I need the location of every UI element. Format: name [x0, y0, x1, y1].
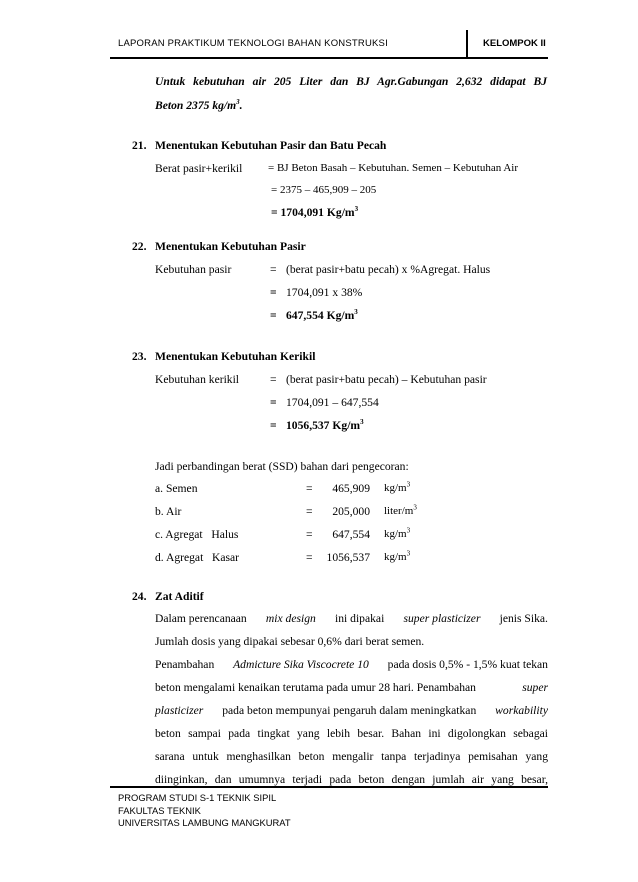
header-divider-vertical: [466, 30, 468, 58]
paragraph-2-line-6: diinginkan, dan umumnya terjadi pada beton dengan jumlah air yang besar,: [155, 773, 548, 786]
p2-plasticizer: plasticizer: [155, 704, 204, 717]
section-22-label: Kebutuhan pasir: [155, 263, 232, 276]
footer-rule: [110, 786, 548, 788]
section-22-result-sup: 3: [354, 308, 358, 317]
paragraph-1-line-2: Jumlah dosis yang dipakai sebesar 0,6% dari berat semen.: [155, 635, 425, 648]
p1-text-c: ini dipakai: [335, 612, 385, 625]
ratio-row-unit: [384, 482, 410, 494]
p2-text-a: Penambahan: [155, 658, 215, 671]
section-23-result: 1056,537 Kg/m: [286, 419, 361, 432]
section-22-eq-1: (berat pasir+batu pecah) x %Agregat. Halus: [286, 263, 491, 276]
section-22-result: 647,554 Kg/m: [286, 309, 355, 322]
ratio-row-eq: =: [306, 482, 313, 495]
section-22-eq-2: 1704,091 x 38%: [286, 286, 363, 299]
ratio-unit-text: kg/m: [384, 528, 407, 540]
section-21-eq-3: [271, 206, 358, 219]
footer-faculty: FAKULTAS TEKNIK: [118, 804, 201, 816]
ratio-row-eq: =: [306, 528, 313, 541]
intro-sup: 3: [236, 98, 240, 107]
ratio-row-unit: [384, 551, 410, 563]
section-22-number: 22.: [132, 240, 147, 253]
section-22-eq-sign-3: =: [270, 309, 277, 322]
intro-line-2: [155, 99, 243, 112]
section-23-eq-sign-1: =: [270, 373, 277, 386]
footer-university: UNIVERSITAS LAMBUNG MANGKURAT: [118, 817, 291, 828]
ratio-row-eq: =: [306, 505, 313, 518]
ratio-unit-sup: 3: [413, 503, 417, 512]
section-23-eq-sign-2: =: [270, 396, 277, 409]
ratio-unit-text: liter/m: [384, 505, 414, 517]
ratio-row-value: 205,000: [332, 505, 370, 518]
p1-text-a: Dalam perencanaan: [155, 612, 247, 625]
ratio-row-value: 465,909: [332, 482, 370, 495]
ratio-row-unit: [384, 505, 417, 517]
header-group-label: KELOMPOK II: [483, 38, 546, 49]
ratio-row-value: 647,554: [332, 528, 370, 541]
ratio-row-value: 1056,537: [326, 551, 370, 564]
ratio-row-label: a. Semen: [155, 482, 198, 495]
section-22-title: Menentukan Kebutuhan Pasir: [155, 240, 306, 253]
paragraph-1-line-1: [155, 612, 548, 625]
ratio-unit-sup: 3: [406, 480, 411, 489]
paragraph-2-line-3: [155, 704, 548, 717]
ratio-row-label: c. Agregat Halus: [155, 528, 239, 541]
header-title: LAPORAN PRAKTIKUM TEKNOLOGI BAHAN KONSTRUKSI: [118, 38, 388, 49]
ratio-intro: Jadi perbandingan berat (SSD) bahan dari pengecoran:: [155, 460, 409, 473]
p1-text-e: jenis Sika.: [499, 612, 548, 625]
section-21-eq-2: = 2375 – 465,909 – 205: [271, 184, 377, 196]
section-21-title: Menentukan Kebutuhan Pasir dan Batu Pecah: [155, 139, 387, 152]
section-23-result-sup: 3: [360, 418, 364, 427]
p2-workability: workability: [495, 704, 548, 717]
intro-text: Beton 2375 kg/m: [155, 99, 237, 112]
p2-super: super: [522, 681, 548, 694]
section-22-eq-3: [286, 309, 358, 322]
ratio-row-label: b. Air: [155, 505, 182, 518]
section-22-eq-sign-2: =: [270, 286, 277, 299]
section-23-label: Kebutuhan kerikil: [155, 373, 240, 386]
section-21-result: = 1704,091 Kg/m: [271, 206, 355, 219]
section-23-eq-1: (berat pasir+batu pecah) – Kebutuhan pasir: [286, 373, 487, 386]
section-21-label: Berat pasir+kerikil: [155, 162, 243, 175]
section-23-eq-2: 1704,091 – 647,554: [286, 396, 379, 409]
ratio-row-eq: =: [306, 551, 313, 564]
p2-text-c: pada dosis 0,5% - 1,5% kuat tekan: [387, 658, 548, 671]
p1-super-plasticizer: super plasticizer: [403, 612, 481, 625]
section-21-eq-1: = BJ Beton Basah – Kebutuhan. Semen – Kebutuhan Air: [268, 162, 519, 174]
p2-text-l3b: pada beton mempunyai pengaruh dalam meningkatkan: [222, 704, 477, 717]
p1-mix-design: mix design: [265, 612, 316, 625]
section-23-eq-sign-3: =: [270, 419, 277, 432]
section-23-eq-3: [286, 419, 364, 432]
header-rule: [110, 57, 548, 59]
section-22-eq-sign-1: =: [270, 263, 277, 276]
ratio-unit-text: kg/m: [384, 482, 407, 494]
paragraph-2-line-2: [155, 681, 548, 694]
section-23-number: 23.: [132, 350, 147, 363]
section-23-title: Menentukan Kebutuhan Kerikil: [155, 350, 316, 363]
paragraph-2-line-1: [155, 658, 548, 671]
footer-program: PROGRAM STUDI S-1 TEKNIK SIPIL: [118, 792, 277, 803]
ratio-unit-sup: 3: [406, 526, 411, 535]
intro-suffix: .: [239, 99, 243, 112]
footer: [118, 792, 291, 830]
ratio-row-unit: [384, 528, 410, 540]
section-21-number: 21.: [132, 139, 147, 152]
p2-text-l2a: beton mengalami kenaikan terutama pada umur 28 hari. Penambahan: [155, 681, 476, 694]
paragraph-2-line-4: beton sampai pada tingkat yang lebih besar. Bahan ini digolongkan sebagai: [155, 727, 548, 740]
section-21-result-sup: 3: [354, 205, 359, 214]
intro-line-1: Untuk kebutuhan air 205 Liter dan BJ Agr.Gabungan 2,632 didapat BJ: [155, 75, 547, 88]
paragraph-2-line-5: sarana untuk menghasilkan beton mengalir tanpa terjadinya pemisahan yang: [155, 750, 548, 763]
ratio-row-label: d. Agregat Kasar: [155, 551, 240, 564]
p2-admixture-name: Admicture Sika Viscocrete 10: [233, 658, 369, 671]
section-24-number: 24.: [132, 590, 147, 603]
ratio-unit-sup: 3: [406, 549, 411, 558]
ratio-unit-text: kg/m: [384, 551, 407, 563]
section-24-title: Zat Aditif: [155, 590, 204, 603]
